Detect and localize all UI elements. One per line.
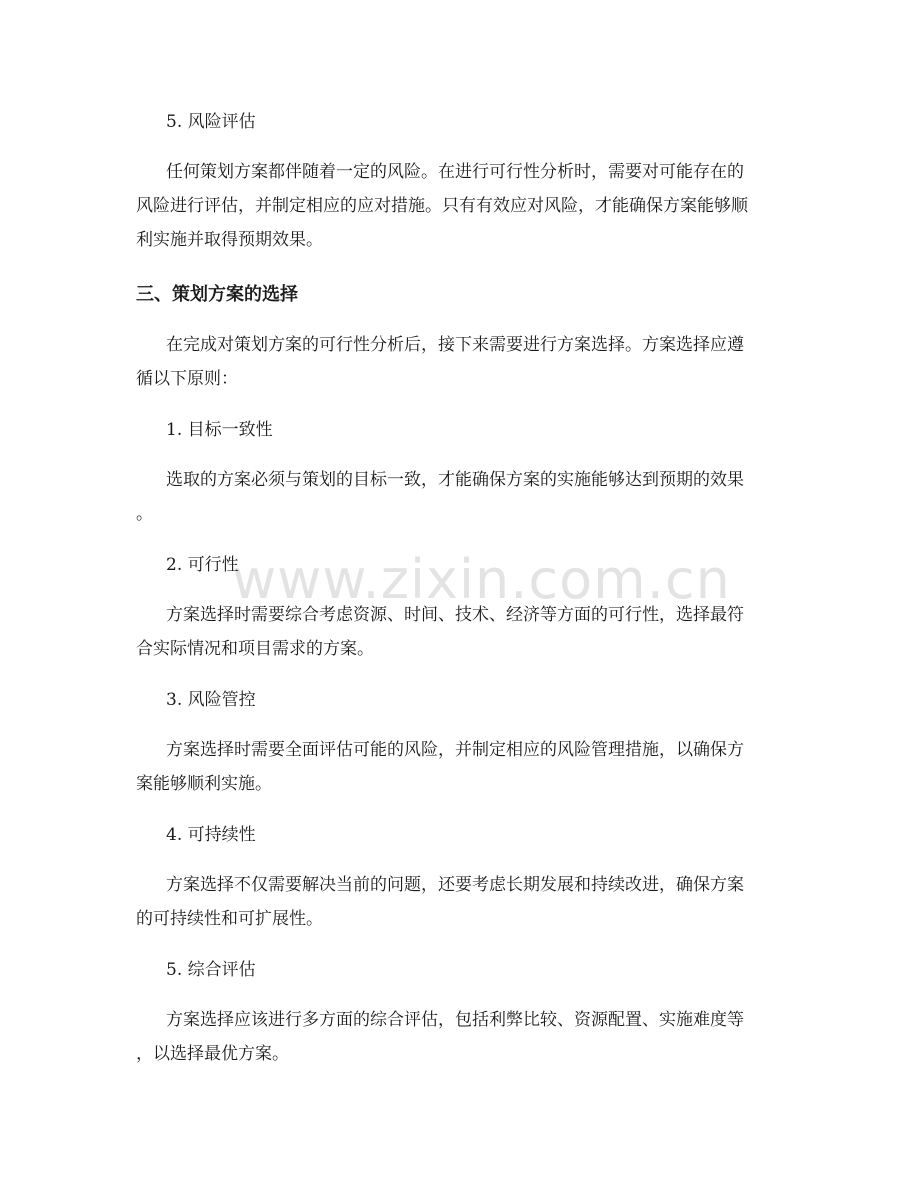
item-heading-feasibility: 2. 可行性 [166, 555, 239, 575]
paragraph-line: 的可持续性和可扩展性。 [136, 909, 323, 929]
paragraph-line: 方案选择时需要全面评估可能的风险，并制定相应的风险管理措施，以确保方 [166, 740, 744, 760]
paragraph-line: 在完成对策划方案的可行性分析后，接下来需要进行方案选择。方案选择应遵 [166, 335, 744, 355]
paragraph-line: 任何策划方案都伴随着一定的风险。在进行可行性分析时，需要对可能存在的 [166, 162, 744, 182]
paragraph-line: 案能够顺利实施。 [136, 774, 272, 794]
paragraph-line: 风险进行评估，并制定相应的应对措施。只有有效应对风险，才能确保方案能够顺 [136, 196, 748, 216]
paragraph-line: 。 [136, 504, 153, 524]
watermark: www.zixin.com.cn [232, 548, 731, 611]
paragraph-line: 方案选择应该进行多方面的综合评估，包括利弊比较、资源配置、实施难度等 [166, 1010, 744, 1030]
section-heading: 三、策划方案的选择 [136, 284, 298, 305]
paragraph-line: 选取的方案必须与策划的目标一致，才能确保方案的实施能够达到预期的效果 [166, 470, 744, 490]
paragraph-line: 合实际情况和项目需求的方案。 [136, 639, 374, 659]
paragraph-line: ，以选择最优方案。 [136, 1044, 289, 1064]
paragraph-line: 方案选择不仅需要解决当前的问题，还要考虑长期发展和持续改进，确保方案 [166, 875, 744, 895]
item-heading-risk-control: 3. 风险管控 [166, 690, 256, 710]
item-heading-goal-consistency: 1. 目标一致性 [166, 420, 273, 440]
paragraph-line: 利实施并取得预期效果。 [136, 230, 323, 250]
item-heading-risk-assessment: 5. 风险评估 [166, 112, 256, 132]
paragraph-line: 方案选择时需要综合考虑资源、时间、技术、经济等方面的可行性，选择最符 [166, 605, 744, 625]
item-heading-sustainability: 4. 可持续性 [166, 825, 256, 845]
paragraph-line: 循以下原则： [136, 369, 238, 389]
item-heading-comprehensive-evaluation: 5. 综合评估 [166, 960, 256, 980]
